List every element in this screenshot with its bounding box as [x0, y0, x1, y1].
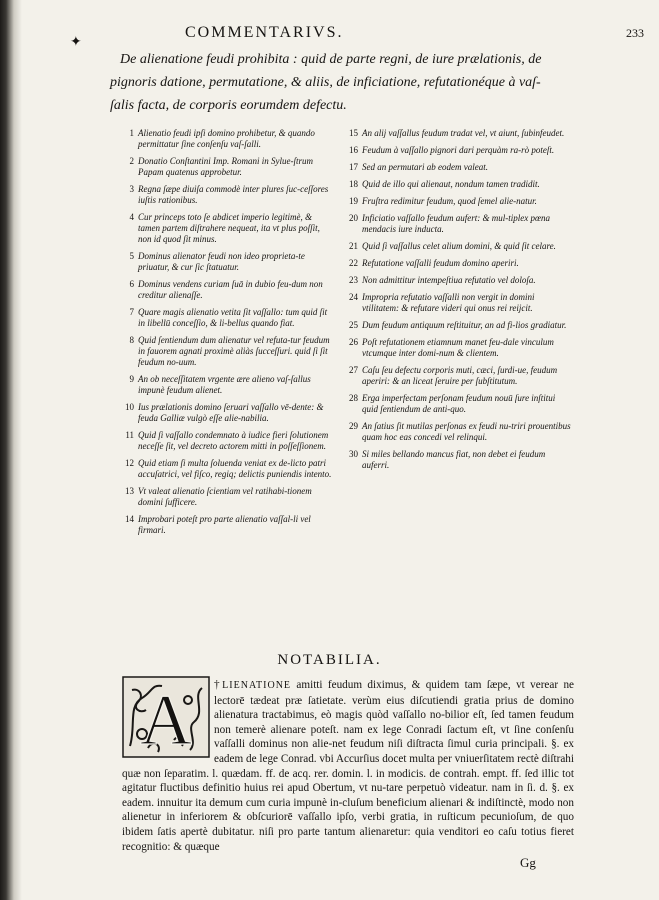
entry-text: Quid etiam ſi multa ſoluenda veniat ex de-licto patri accuſatrici, vel fiſco, regiq; delictis puniendis intento.: [138, 458, 332, 479]
entry-text: Quare magis alienatio vetita ſit vaſſallo: tum quid ſit in libellū conceſſio, & li-bellus quando fiat.: [138, 307, 328, 328]
summary-entry: [342, 196, 572, 207]
entry-number: 29: [349, 421, 358, 431]
summary-entry: [342, 421, 572, 443]
running-head: COMMENTARIVS.: [185, 24, 344, 41]
summary-column-left: [118, 128, 333, 542]
section-title: NOTABILIA.: [277, 652, 382, 668]
entry-text: Sed an permutari ab eodem valeat.: [362, 162, 488, 172]
entry-number: 19: [349, 196, 358, 206]
entry-number: 3: [129, 184, 134, 194]
entry-text: Si miles bellando mancus fiat, non debet ei feudum auferri.: [362, 449, 546, 470]
entry-number: 7: [129, 307, 134, 317]
summary-entry: [118, 128, 333, 150]
summary-entry: [342, 241, 572, 252]
entry-number: 23: [349, 275, 358, 285]
entry-number: 26: [349, 337, 358, 347]
entry-text: Refutatione vaſſalli feudum domino aperiri.: [362, 258, 519, 268]
entry-text: Dominus alienator feudi non ideo proprieta-te priuatur, & cur ſic ſtatuatur.: [138, 251, 305, 272]
entry-text: Regna ſæpe diuiſa commodè inter plures ſuc-ceſſores iuſtis rationibus.: [138, 184, 329, 205]
entry-text: Fruſtra redimitur feudum, quod ſemel alie-natur.: [362, 196, 537, 206]
entry-number: 21: [349, 241, 358, 251]
entry-text: Improbari poteſt pro parte alienatio vaſſal-li vel firmari.: [138, 514, 311, 535]
summary-entry: [342, 179, 572, 190]
summary-entry: [118, 486, 333, 508]
entry-number: 4: [129, 212, 134, 222]
summary-entry: [342, 145, 572, 156]
summary-entry: [118, 430, 333, 452]
entry-text: An ſatius ſit mutilas perſonas ex feudi nu-triri prouentibus quam hoc eas concedi vel relinqui.: [362, 421, 571, 442]
entry-number: 1: [129, 128, 134, 138]
opening-small-caps: LIENATIONE: [222, 680, 292, 691]
summary-entry: [342, 393, 572, 415]
entry-text: An ob neceſſitatem vrgente ære alieno vaſ-ſallus impunè feudum alienet.: [138, 374, 311, 395]
entry-text: Alienatio feudi ipſi domino prohibetur, & quando permittatur ſine conſenſu vaſ-ſalli.: [138, 128, 315, 149]
entry-number: 13: [125, 486, 134, 496]
summary-entry: [118, 458, 333, 480]
initial-spacer: [122, 678, 214, 764]
summary-entry: [342, 365, 572, 387]
entry-number: 28: [349, 393, 358, 403]
entry-text: Dominus vendens curiam ſuā in dubio feu-dum non creditur alienaſſe.: [138, 279, 323, 300]
entry-number: 11: [125, 430, 134, 440]
summary-entry: [342, 292, 572, 314]
entry-text: Vt valeat alienatio ſcientiam vel ratihabi-tionem domini ſufficere.: [138, 486, 312, 507]
entry-text: Cur princeps toto ſe abdicet imperio legitimè, & tamen partem diſtrahere nequeat, ita vt plus poſſit, non id quod ſit minus.: [138, 212, 320, 244]
summary-entry: [118, 402, 333, 424]
initial-letter: A: [140, 680, 192, 758]
summary-entry: [342, 128, 572, 139]
entry-number: 8: [129, 335, 134, 345]
summary-entry: [118, 251, 333, 273]
gathering-signature: Gg: [520, 855, 536, 870]
entry-number: 20: [349, 213, 358, 223]
chapter-heading: [110, 48, 600, 117]
book-gutter-shadow: [0, 0, 22, 900]
summary-entry: [342, 275, 572, 286]
heading-line-1: De alienatione feudi prohibita : quid de parte regni, de iure prælationis, de: [120, 52, 542, 67]
summary-entry: [342, 449, 572, 471]
entry-number: 10: [125, 402, 134, 412]
summary-entry: [342, 213, 572, 235]
summary-entry: [118, 514, 333, 536]
summary-entry: [118, 335, 333, 368]
entry-text: Donatio Conſtantini Imp. Romani in Sylue-ſtrum Papam quatenus approbetur.: [138, 156, 313, 177]
entry-number: 16: [349, 145, 358, 155]
entry-number: 22: [349, 258, 358, 268]
heading-line-2: pignoris datione, permutatione, & aliis, de inficiatione, refutationéque à vaſ-: [110, 75, 541, 90]
notabilia-body-text: [122, 678, 574, 854]
summary-entry: [118, 156, 333, 178]
summary-entry: [118, 184, 333, 206]
heading-line-3: ſalis facta, de corporis eorumdem defectu.: [110, 98, 347, 113]
entry-number: 5: [129, 251, 134, 261]
summary-entry: [118, 279, 333, 301]
entry-text: Quid ſi vaſſallus celet alium domini, & quid ſit celare.: [362, 241, 556, 251]
summary-column-right: [342, 128, 572, 477]
entry-text: Dum feudum antiquum reſtituitur, an ad fi-lios gradiatur.: [362, 320, 567, 330]
entry-number: 18: [349, 179, 358, 189]
summary-entry: [118, 374, 333, 396]
summary-entry: [342, 320, 572, 331]
summary-entry: [118, 307, 333, 329]
entry-number: 27: [349, 365, 358, 375]
entry-number: 12: [125, 458, 134, 468]
entry-number: 17: [349, 162, 358, 172]
entry-number: 2: [129, 156, 134, 166]
entry-text: Caſu ſeu defectu corporis muti, cæci, ſurdi-ue, feudum aperiri: & an liceat ſeruire per ſubſtitutum.: [362, 365, 558, 386]
entry-text: Quid de illo qui alienaut, nondum tamen tradidit.: [362, 179, 540, 189]
page-number: 233: [626, 26, 644, 40]
summary-entry: [342, 162, 572, 173]
entry-number: 15: [349, 128, 358, 138]
margin-mark: ✦: [70, 34, 82, 50]
entry-text: Ius prælationis domino ſeruari vaſſallo vē-dente: & feuda Galliæ vulgò eſſe alie-nabilia.: [138, 402, 324, 423]
entry-text: Non admittitur intempeſtiua refutatio vel doloſa.: [362, 275, 536, 285]
entry-number: 6: [129, 279, 134, 289]
entry-number: 14: [125, 514, 134, 524]
entry-number: 9: [129, 374, 134, 384]
entry-text: Quid ſentiendum dum alienatur vel refuta-tur feudum in fauorem agnati proximè aliàs ſucceſſuri. quid ſi ſit feudum no-uum.: [138, 335, 330, 367]
entry-text: Quid ſi vaſſallo condemnato à iudice fieri ſolutionem neceſſe ſit, vel decreto actorem mitti in poſſeſſionem.: [138, 430, 329, 451]
summary-entry: [342, 258, 572, 269]
entry-number: 24: [349, 292, 358, 302]
entry-text: Erga imperfectam perſonam feudum nouū ſure inſtitui quid ſentiendum de anti-quo.: [362, 393, 556, 414]
entry-text: Impropria refutatio vaſſalli non vergit in domini vtilitatem: & refutare videri qui onus rei reijcit.: [362, 292, 535, 313]
entry-number: 30: [349, 449, 358, 459]
body-paragraph: amitti feudum diximus, & quidem tam ſæpe, vt verear ne lectorē tædeat præ ſatietate. verùm eius diſcutiendi gratia prius de domino alienatura tractabimus, eò magis quòd vaſſallo no-bilior eſt, ſed tamen feudum non temerè alienare poteſt. nam ex lege Conradi ſactum eſt, vt ſine conſenſu vaſſalli dominus non alie-net feudum niſi diſtracta ſimul curia principali. §. ex eadem de lege Conrad. vbi Accurſius docet multa per vniuerſitatem rectè diſtrahi quæ non ſeparatim. l. quædam. ff. de acq. rer. domin. l. in modicis. de contrah. empt. ff. ſed illic tot agitatur fluctibus definitio huius rei apud Obertum, vt nu-tare perpetuò videatur. nam in ſi. d. §. ex eadem. innuitur ita demum cum curia impunè in-cluſum beneficium alienari & indiſtinctè, modo non alienetur in inferiorem & obſcuriorē vaſſallo ipſo, verbi gratia, in ruſticum pecunioſum, de quo ibidem ſatis apertè dubitatur. niſi pro parte tantum alienaretur: quia venditori eo caſu totius fieret recognitio: & quæque: [122, 679, 575, 853]
summary-entry: [342, 337, 572, 359]
entry-text: Poſt refutationem etiamnum manet feu-dale vinculum vtcumque inter domi-num & clientem.: [362, 337, 554, 358]
entry-text: Inficiatio vaſſallo feudum aufert: & mul-tiplex pœna mendacis iure inducta.: [362, 213, 550, 234]
entry-text: Feudum à vaſſallo pignori dari perquàm ra-rò poteſt.: [362, 145, 555, 155]
body-dagger: †: [214, 679, 223, 691]
entry-number: 25: [349, 320, 358, 330]
entry-text: An alij vaſſallus feudum tradat vel, vt aiunt, ſubinfeudet.: [362, 128, 565, 138]
summary-entry: [118, 212, 333, 245]
